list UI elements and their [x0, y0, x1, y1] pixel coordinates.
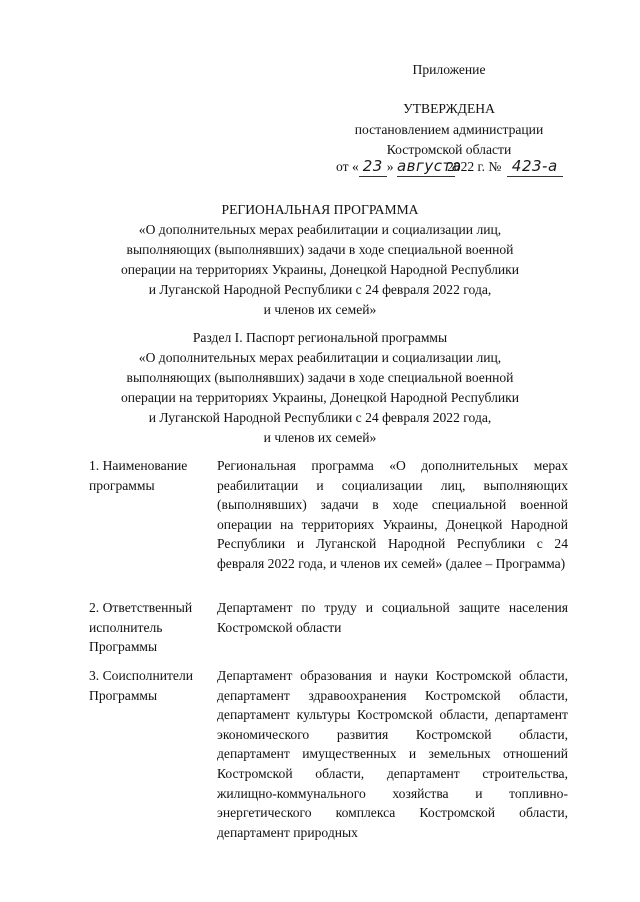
section-title-line: и Луганской Народной Республики с 24 февраля 2022 года, — [148, 410, 492, 425]
date-prefix: от « — [336, 159, 359, 174]
program-title-line: и членов их семей» — [263, 302, 377, 317]
program-title — [92, 200, 548, 320]
passport-row-label: 2. Ответственный исполнитель Программы — [89, 600, 193, 655]
handwritten-day: 23 — [359, 156, 387, 177]
program-title-line: «О дополнительных мерах реабилитации и социализации лиц, — [138, 222, 502, 237]
handwritten-number: 423-а — [507, 156, 563, 177]
appendix-label: Приложение — [412, 62, 486, 77]
section-title-line: операции на территориях Украины, Донецкой Народной Республики — [120, 390, 520, 405]
approval-date-line — [336, 156, 568, 177]
program-title-line: и Луганской Народной Республики с 24 февраля 2022 года, — [148, 282, 492, 297]
approved-region-line: Костромской области — [386, 142, 512, 157]
section-title-line: «О дополнительных мерах реабилитации и социализации лиц, — [138, 350, 502, 365]
section-title-line: выполняющих (выполнявших) задачи в ходе специальной военной — [126, 370, 514, 385]
program-title-line: операции на территориях Украины, Донецкой Народной Республики — [120, 262, 520, 277]
passport-row-value: Департамент образования и науки Костромской области, департамент здравоохранения Костромской области, департамент культуры Костромской области, департамент экономического развития Костромской области, департамент имущественных и земельных отношений Костромской области, департамент строительства, жилищно-коммунального хозяйства и топливно-энергетического комплекса Костромской области, департамент природных — [217, 668, 568, 840]
passport-row-value: Департамент по труду и социальной защите населения Костромской области — [217, 600, 568, 635]
date-year: 2022 г. № — [446, 159, 502, 174]
section-title — [92, 328, 548, 448]
program-heading: РЕГИОНАЛЬНАЯ ПРОГРАММА — [221, 202, 419, 217]
passport-row-value: Региональная программа «О дополнительных мерах реабилитации и социализации лиц, выполняющих (выполнявших) задачи в ходе специальной военной операции на территориях Украины, Донецкой Народной Республики и Луганской Народной Республики с 24 февраля 2022 года, и членов их семей» (далее – Программа) — [217, 458, 568, 571]
date-close-quote: » — [386, 159, 394, 174]
handwritten-month: августа — [396, 157, 462, 175]
passport-row-label: 3. Соисполнители Программы — [89, 668, 194, 703]
section-heading: Раздел I. Паспорт региональной программы — [192, 330, 448, 345]
approved-by-line: постановлением администрации — [354, 122, 544, 137]
approved-label: УТВЕРЖДЕНА — [403, 101, 495, 116]
section-title-line: и членов их семей» — [263, 430, 377, 445]
program-title-line: выполняющих (выполнявших) задачи в ходе специальной военной — [126, 242, 514, 257]
passport-row-label: 1. Наименование программы — [89, 458, 188, 493]
